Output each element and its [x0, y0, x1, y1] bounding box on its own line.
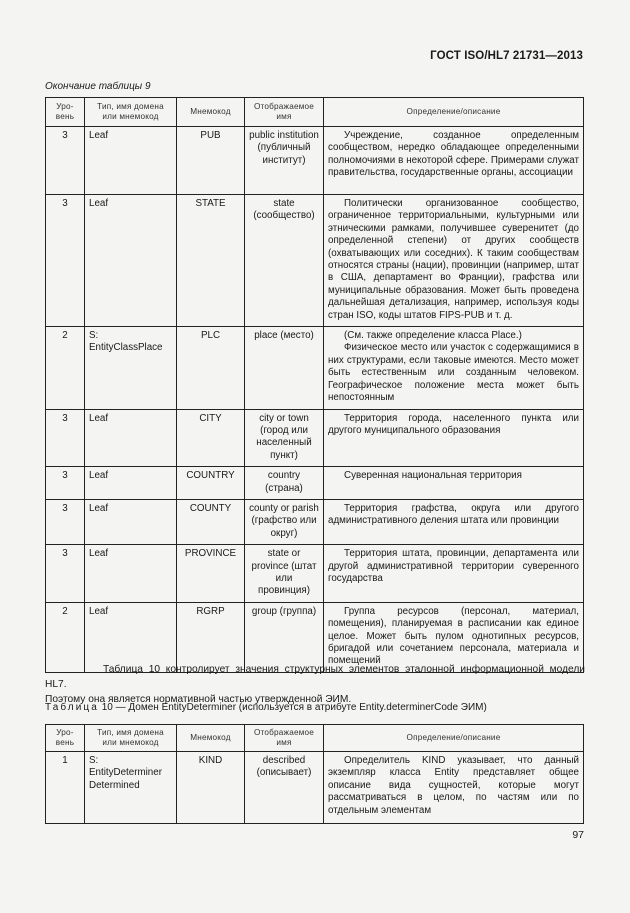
description-paragraph: Территория графства, округа или другого административного деления штата или провинции	[328, 502, 579, 527]
table-row	[46, 195, 584, 327]
type-cell: Leaf	[85, 467, 177, 500]
description-cell	[324, 752, 584, 824]
description-paragraph: Группа ресурсов (персонал, материал, помещения), планируемая в расписании как единое целое. Может быть пулом однотипных ресурсов, бригадой или сочетанием персонала, материала и помещений	[328, 605, 579, 667]
code-cell: STATE	[177, 195, 245, 327]
col-desc-header: Определение/описание	[324, 725, 584, 752]
type-cell: Leaf	[85, 127, 177, 195]
description-cell	[324, 545, 584, 603]
code-cell: RGRP	[177, 602, 245, 672]
type-cell: S: EntityClassPlace	[85, 327, 177, 409]
display-cell: public institution (публичный институт)	[245, 127, 324, 195]
col-code-header: Мнемокод	[177, 98, 245, 127]
standard-header: ГОСТ ISO/HL7 21731—2013	[430, 50, 583, 62]
code-cell: PUB	[177, 127, 245, 195]
body-paragraph	[45, 662, 585, 707]
table-row	[46, 752, 584, 824]
col-level-header: Уро- вень	[46, 98, 85, 127]
description-cell	[324, 409, 584, 467]
level-cell: 3	[46, 127, 85, 195]
table-row	[46, 127, 584, 195]
code-cell: PLC	[177, 327, 245, 409]
type-cell: Leaf	[85, 195, 177, 327]
col-level-header: Уро- вень	[46, 725, 85, 752]
col-desc-header: Определение/описание	[324, 98, 584, 127]
display-cell: country (страна)	[245, 467, 324, 500]
type-cell: Leaf	[85, 545, 177, 603]
table10-caption-text: 10 — Домен EntityDeterminer (используется в атрибуте Entity.determinerCode ЭИМ)	[98, 702, 487, 713]
display-cell: described (описывает)	[245, 752, 324, 824]
display-cell: state (сообщество)	[245, 195, 324, 327]
col-display-header: Отображаемое имя	[245, 725, 324, 752]
display-cell: group (группа)	[245, 602, 324, 672]
code-cell: COUNTY	[177, 499, 245, 544]
description-cell	[324, 195, 584, 327]
paragraph-line-2: Поэтому она является нормативной частью утвержденной ЭИМ.	[45, 694, 352, 705]
description-cell	[324, 467, 584, 500]
code-cell: PROVINCE	[177, 545, 245, 603]
table9-caption: Окончание таблицы 9	[45, 81, 151, 92]
code-cell: CITY	[177, 409, 245, 467]
description-paragraph: Территория штата, провинции, департамента или другой административной территории суверенного государства	[328, 548, 579, 584]
table10-caption-label: Таблица	[45, 702, 99, 713]
description-paragraph: (См. также определение класса Place.)	[344, 330, 522, 342]
code-cell: KIND	[177, 752, 245, 824]
level-cell: 3	[46, 467, 85, 500]
table-row	[46, 327, 584, 409]
display-cell: state or province (штат или провинция)	[245, 545, 324, 603]
level-cell: 3	[46, 545, 85, 603]
display-cell: city or town (город или населенный пункт)	[245, 409, 324, 467]
type-cell: Leaf	[85, 409, 177, 467]
col-code-header: Мнемокод	[177, 725, 245, 752]
description-cell	[324, 327, 584, 409]
display-cell: county or parish (графство или округ)	[245, 499, 324, 544]
col-display-header: Отображаемое имя	[245, 98, 324, 127]
level-cell: 3	[46, 409, 85, 467]
description-paragraph: Суверенная национальная территория	[344, 470, 522, 482]
description-paragraph: Учреждение, созданное определенным сообществом, нередко обладающее определенными полномочиями в некоторой сфере. Примерами служат правительства, государственные органы, ассоциации	[328, 130, 579, 179]
table-row	[46, 499, 584, 544]
table-row	[46, 409, 584, 467]
type-cell: Leaf	[85, 499, 177, 544]
description-paragraph: Физическое место или участок с содержащимися в них структурами, если таковые имеются. Место может быть естественным или созданным человеком. Географическое положение места может быть непостоянным	[328, 342, 579, 404]
description-cell	[324, 127, 584, 195]
level-cell: 2	[46, 602, 85, 672]
level-cell: 1	[46, 752, 85, 824]
page-number: 97	[572, 829, 584, 841]
code-cell: COUNTRY	[177, 467, 245, 500]
display-cell: place (место)	[245, 327, 324, 409]
paragraph-line-1: Таблица 10 контролирует значения структурных элементов эталонной информационной модели HL7.	[45, 664, 585, 690]
level-cell: 2	[46, 327, 85, 409]
description-paragraph: Территория города, населенного пункта или другого муниципального образования	[328, 412, 579, 436]
col-type-header: Тип, имя домена или мнемокод	[85, 98, 177, 127]
table-row	[46, 545, 584, 603]
table-row	[46, 467, 584, 500]
description-paragraph: Определитель KIND указывает, что данный экземпляр класса Entity представляет общее описание вида сущностей, которые могут рассматриваться в целом, по частям или по отдельным элементам	[328, 755, 579, 816]
col-type-header: Тип, имя домена или мнемокод	[85, 725, 177, 752]
description-cell	[324, 499, 584, 544]
description-paragraph: Политически организованное сообщество, ограниченное территориальными, культурными или этническими рамками, получившее суверенитет (до определенной степени) от других сообществ (охватывающих или соседних). К таким сообществам относятся страны (нации), провинции (например, штат в США, департамент во Франции), графства или муниципальные образования. Может быть проведена дальнейшая детализация, например, используя коды стран ISO, коды штатов FIPS-PUB и т. д.	[328, 198, 579, 321]
type-cell: Leaf	[85, 602, 177, 672]
level-cell: 3	[46, 195, 85, 327]
type-cell: S: EntityDeterminer Determined	[85, 752, 177, 824]
table10-caption	[45, 702, 487, 713]
level-cell: 3	[46, 499, 85, 544]
table-9	[45, 97, 584, 673]
table-10	[45, 724, 584, 824]
